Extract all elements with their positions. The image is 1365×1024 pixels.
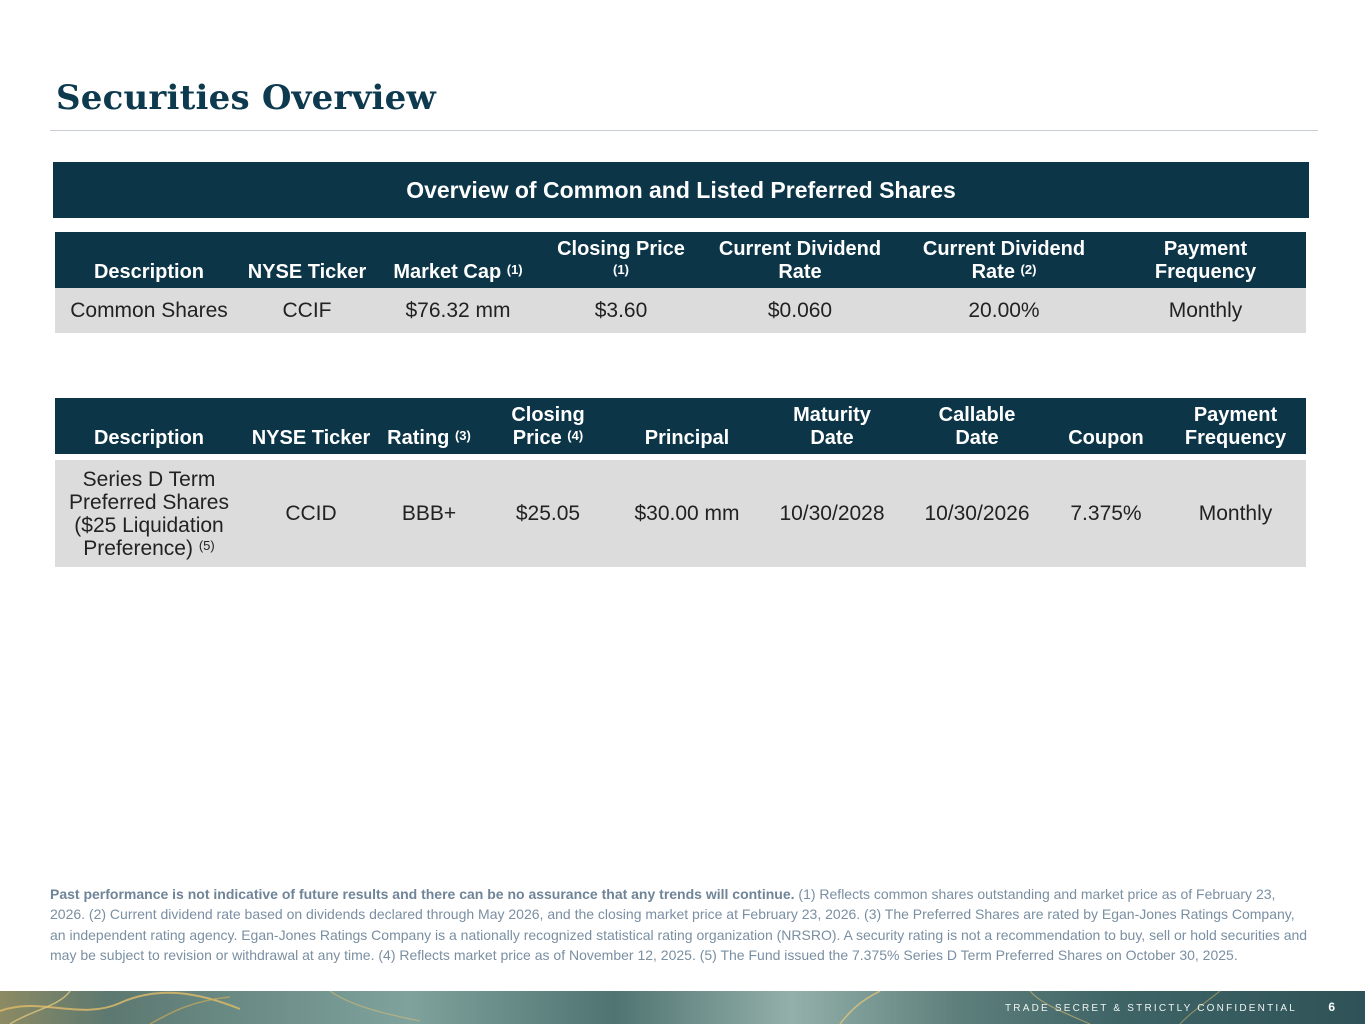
cell-frequency: Monthly: [1165, 460, 1306, 567]
column-header-description: Description: [93, 261, 205, 283]
cell-ticker: CCIF: [243, 288, 371, 333]
page-number: 6: [1328, 1000, 1335, 1014]
cell-frequency: Monthly: [1105, 288, 1306, 333]
preferred-shares-table: [55, 398, 1306, 567]
column-header-principal: Principal: [644, 427, 730, 449]
column-header-market-cap: Market Cap $^{(1)}$: [393, 261, 523, 283]
cell-ticker: CCID: [243, 460, 379, 567]
cell-description: Series D Term Preferred Shares ($25 Liquidation Preference) $^{(5)}$: [55, 460, 243, 567]
column-header-closing-price: Closing Price $^{(1)}$: [557, 238, 685, 277]
footnote-ref: (1): [613, 262, 629, 277]
confidentiality-label: TRADE SECRET & STRICTLY CONFIDENTIAL: [1004, 1003, 1297, 1014]
footnote-ref: (2): [1020, 262, 1037, 277]
column-header-closing-price: Closing Price $^{(4)}$: [511, 404, 585, 449]
column-header-dividend-percent: Current Dividend Rate $^{(2)}$: [922, 238, 1086, 283]
footnote-ref: (3): [454, 428, 471, 443]
column-header-dividend-rate: Current Dividend Rate: [718, 238, 882, 283]
footnote-text: (1) Reflects common shares outstanding and market price as of February 23, 2026. (2) Current dividend rate based on dividends declared through May 2026, and the closing market price at February 23, 2026. (3) The Preferred Shares are rated by Egan-Jones Ratings Company, an independent rating agency. Egan-Jones Ratings Company is a nationally recognized statistical rating organization (NRSRO). A security rating is not a recommendation to buy, sell or hold securities and may be subject to revision or withdrawal at any time. (4) Reflects market price as of November 12, 2025. (5) The Fund issued the 7.375% Series D Term Preferred Shares on October 30, 2025.: [50, 886, 1308, 963]
column-header-callable-date: Callable Date: [938, 404, 1016, 449]
cell-maturity-date: 10/30/2028: [757, 460, 907, 567]
column-header-ticker: NYSE Ticker: [251, 427, 371, 449]
cell-description: Common Shares: [55, 288, 243, 333]
footnote-disclaimer: [50, 884, 1312, 965]
column-header-maturity-date: Maturity Date: [793, 404, 871, 449]
cell-dividend-percent: 20.00%: [903, 288, 1105, 333]
column-header-ticker: NYSE Ticker: [247, 261, 367, 283]
footnote-ref: (4): [567, 428, 584, 443]
cell-coupon: 7.375%: [1047, 460, 1165, 567]
title-divider: [50, 130, 1318, 131]
table-row: [55, 288, 1306, 333]
column-header-rating: Rating $^{(3)}$: [387, 427, 471, 449]
column-header-frequency: Payment Frequency: [1154, 238, 1257, 283]
table-row: [55, 460, 1306, 567]
table-header-row: [55, 232, 1306, 288]
cell-rating: BBB+: [379, 460, 479, 567]
table-header-row: [55, 398, 1306, 454]
footnote-ref: (5): [198, 537, 215, 553]
column-header-frequency: Payment Frequency: [1184, 404, 1287, 449]
cell-closing-price: $25.05: [479, 460, 617, 567]
cell-principal: $30.00 mm: [617, 460, 757, 567]
footnote-bold-lead: Past performance is not indicative of future results and there can be no assurance that any trends will continue.: [50, 886, 795, 902]
cell-closing-price: $3.60: [545, 288, 697, 333]
common-shares-table: [55, 232, 1306, 333]
column-header-description: Description: [93, 427, 205, 449]
section-banner: Overview of Common and Listed Preferred Shares: [53, 162, 1309, 218]
cell-callable-date: 10/30/2026: [907, 460, 1047, 567]
cell-dividend-rate: $0.060: [697, 288, 903, 333]
cell-market-cap: $76.32 mm: [371, 288, 545, 333]
footnote-ref: (1): [506, 262, 523, 277]
column-header-coupon: Coupon: [1068, 427, 1144, 449]
page-title: Securities Overview: [56, 78, 436, 118]
